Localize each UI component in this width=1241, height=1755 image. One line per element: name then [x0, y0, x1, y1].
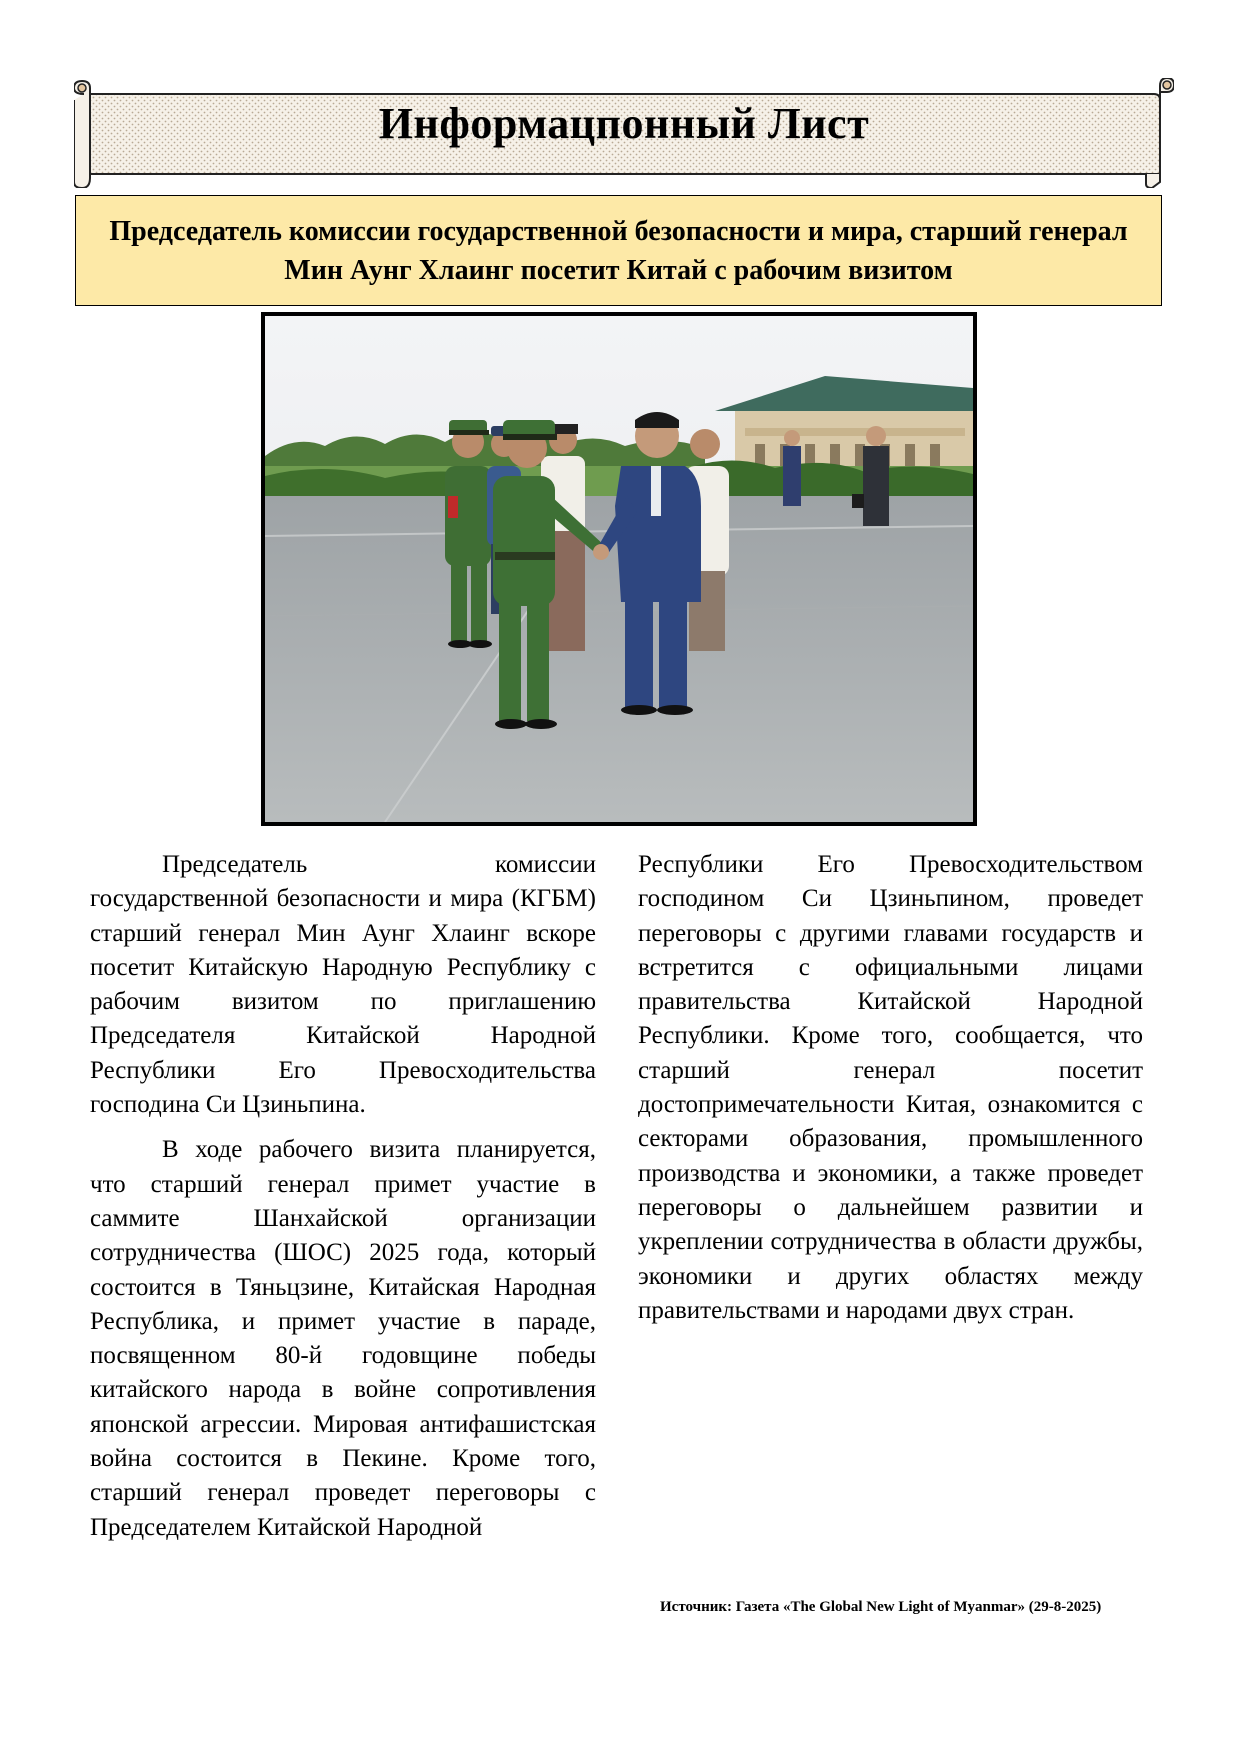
headline-box: [75, 195, 1162, 306]
article-paragraph: В ходе рабочего визита планируется, что старший генерал примет участие в саммите Шанхайской организации сотрудничества (ШОС) 2025 года, который состоится в Тяньцзине, Китайская Народная Республика, и примет участие в параде, посвященном 80-й годовщине победы китайского народа в войне сопротивления японской агрессии. Мировая антифашистская война состоится в Пекине. Кроме того, старший генерал проведет переговоры с Председателем Китайской Народной: [90, 1136, 596, 1541]
article-paragraph: Республики Его Превосходительством господином Си Цзиньпином, проведет переговоры с другими главами государств и встретится с официальными лицами правительства Китайской Народной Республики. Кроме того, сообщается, что старший генерал посетит достопримечательности Китая, ознакомится с секторами образования, промышленного производства и экономики, а также проведет переговоры о дальнейшем развитии и укреплении сотрудничества в области дружбы, экономики и других областях между правительствами и народами двух стран.: [638, 851, 1143, 1324]
article-paragraph: Председатель комиссии государственной безопасности и мира (КГБМ) старший генерал Мин Аунг Хлаинг вскоре посетит Китайскую Народную Республику с рабочим визитом по приглашению Председателя Китайской Народной Республики Его Превосходительства господина Си Цзиньпина.: [90, 851, 596, 1119]
source-credit: Источник: Газета «The Global New Light of Myanmar» (29-8-2025): [660, 1599, 1102, 1615]
page-title: Информацпонный Лист: [378, 99, 870, 148]
headline-text: Председатель комиссии государственной безопасности и мира, старший генерал Мин Аунг Хлаинг посетит Китай с рабочим визитом: [109, 215, 1128, 286]
photo-handshake-icon: [265, 316, 973, 822]
title-banner: [74, 78, 1174, 188]
article-column-right: [638, 848, 1143, 1339]
article-column-left: [90, 848, 596, 1556]
news-photo: [261, 312, 977, 826]
